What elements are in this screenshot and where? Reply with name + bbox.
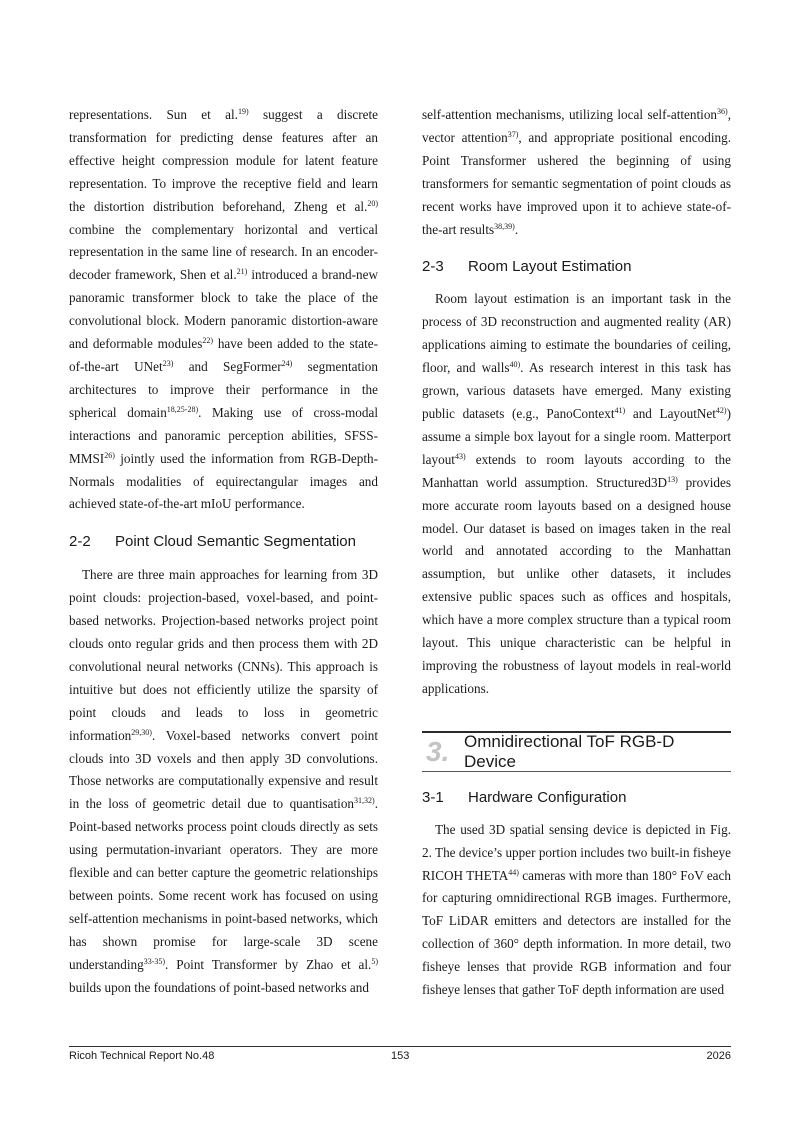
section-number: 2-3 xyxy=(422,258,444,276)
citation-ref: 21) xyxy=(236,267,248,277)
text-run: There are three main approaches for learning from 3D point clouds: projection-based, voxel-based, and point-based networks. Projection-based networks project point clouds onto regular grids and then process them with 2D convolutional neural networks (CNNs). This approach is intuitive but does not efficiently utilize the sparsity of point clouds and leads to loss in geometric information xyxy=(69,567,378,743)
section-title: Point Cloud Semantic Segmentation xyxy=(115,533,356,551)
section-number: 3-1 xyxy=(422,788,444,806)
citation-ref: 38,39) xyxy=(494,221,515,231)
citation-ref: 37) xyxy=(507,129,519,139)
body-paragraph xyxy=(69,564,378,999)
chapter-heading-3 xyxy=(422,731,731,772)
citation-ref: 18,25-28) xyxy=(166,404,199,414)
citation-ref: 44) xyxy=(508,867,519,877)
text-run: and LayoutNet xyxy=(625,405,716,421)
section-title: Room Layout Estimation xyxy=(468,258,632,276)
section-title: Hardware Configuration xyxy=(468,788,627,806)
chapter-title: Omnidirectional ToF RGB-D Device xyxy=(464,731,675,771)
citation-ref: 20) xyxy=(367,198,378,208)
section-heading-2-2 xyxy=(69,533,378,550)
citation-ref: 26) xyxy=(104,450,115,460)
section-heading-3-1 xyxy=(422,789,731,806)
citation-ref: 24) xyxy=(281,358,293,368)
text-run: Room layout estimation is an important task in the process of 3D reconstruction and augmented reality (AR) applications aiming to estimate the boundaries of ceiling, floor, and walls xyxy=(422,291,731,376)
body-paragraph xyxy=(422,104,731,241)
page-number: 153 xyxy=(391,1050,410,1062)
text-run: . As research interest in this task has grown, various datasets have emerged. Many existing public datasets (e.g., PanoContext xyxy=(422,360,731,421)
text-run: extends to room layouts according to the Manhattan world assumption. Structured3D xyxy=(422,451,731,490)
text-run: combine the complementary horizontal and vertical representation in the same line of research. In an encoder-decoder framework, Shen et al. xyxy=(69,221,378,283)
text-run: provides more accurate room layouts based on a designed house model. Our dataset is based on images taken in the real world and annotated according to the Manhattan assumption, but unlike other datasets, it includes extensive public spaces such as offices and hospitals, which have a more complex structure than a typical room layout. This unique characteristic can be helpful in improving the robustness of layout models in real-world applications. xyxy=(422,474,731,696)
text-run: segmentation architectures to improve their performance in the spherical domain xyxy=(69,358,378,420)
citation-ref: 31,32) xyxy=(354,796,375,806)
citation-ref: 42) xyxy=(715,405,727,415)
text-run: . Point-based networks process point clouds directly as sets using permutation-invariant operators. They are more flexible and can better capture the geometric relationships between points. Some recent work has focused on using self-attention mechanisms in point-based networks, which has shown promise for large-scale 3D scene understanding xyxy=(69,796,378,972)
text-run: cameras with more than 180° FoV each for capturing omnidirectional RGB images. Furthermore, ToF LiDAR emitters and detectors are installed for the collection of 360° depth information. In more detail, two fisheye lenses that provide RGB information and four fisheye lenses that gather ToF depth information are used xyxy=(422,867,731,998)
text-run: representations. Sun et al. xyxy=(69,107,238,122)
text-run: The used 3D spatial sensing device is depicted in Fig. 2. The device’s upper portion includes two built-in fisheye RICOH THETA xyxy=(422,821,731,883)
text-run: have been added to the state-of-the-art UNet xyxy=(69,336,379,374)
citation-ref: 33-35) xyxy=(143,956,166,966)
text-run: suggest a discrete transformation for predicting dense features after an effective height compression module for latent feature representation. To improve the receptive field and learn the distortion distribution beforehand, Zheng et al. xyxy=(69,107,379,214)
body-paragraph xyxy=(69,104,378,516)
body-paragraph xyxy=(422,819,731,1002)
page-footer xyxy=(69,1046,731,1069)
citation-ref: 22) xyxy=(202,336,214,346)
text-run: self-attention mechanisms, utilizing local self-attention xyxy=(422,107,718,122)
text-run: ) assume a simple box layout for a single room. Matterport layout xyxy=(422,405,731,467)
citation-ref: 23) xyxy=(162,358,174,368)
citation-ref: 43) xyxy=(454,451,466,461)
citation-ref: 19) xyxy=(237,107,249,116)
section-heading-2-3 xyxy=(422,258,731,275)
chapter-number: 3. xyxy=(426,735,450,767)
text-run: . Point Transformer by Zhao et al. xyxy=(165,956,372,972)
citation-ref: 5) xyxy=(371,956,378,966)
text-run: . xyxy=(514,221,519,237)
left-column xyxy=(69,104,378,1000)
citation-ref: 29,30) xyxy=(131,727,152,737)
citation-ref: 41) xyxy=(614,405,626,415)
text-run: builds upon the foundations of point-based networks and xyxy=(69,979,369,995)
text-run: . Making use of cross-modal interactions and panoramic perception abilities, SFSS-MMSI xyxy=(69,404,379,466)
text-run: introduced a brand-new panoramic transformer block to take the place of the convolutional block. Modern panoramic distortion-aware and deformable modules xyxy=(69,267,378,352)
journal-name: Ricoh Technical Report No.48 xyxy=(69,1050,215,1062)
text-run: . Voxel-based networks convert point clouds into 3D voxels and then apply 3D convolutions. Those networks are computationally expensive and result in the loss of geometric detail due to quantisation xyxy=(69,727,378,812)
citation-ref: 36) xyxy=(717,107,728,116)
publication-year: 2026 xyxy=(706,1050,731,1062)
body-paragraph xyxy=(422,288,731,700)
section-number: 2-2 xyxy=(69,533,91,551)
text-run: , and appropriate positional encoding. Point Transformer ushered the beginning of using transformers for semantic segmentation of point clouds as recent works have improved upon it to achieve state-of-the-art results xyxy=(422,129,731,237)
text-run: jointly used the information from RGB-Depth-Normals modalities of equirectangular images and achieved state-of-the-art mIoU performance. xyxy=(69,450,378,512)
right-column xyxy=(422,104,731,1002)
citation-ref: 40) xyxy=(509,360,521,370)
text-run: and SegFormer xyxy=(173,358,282,374)
citation-ref: 13) xyxy=(667,474,678,484)
text-run: , vector attention xyxy=(422,107,731,145)
